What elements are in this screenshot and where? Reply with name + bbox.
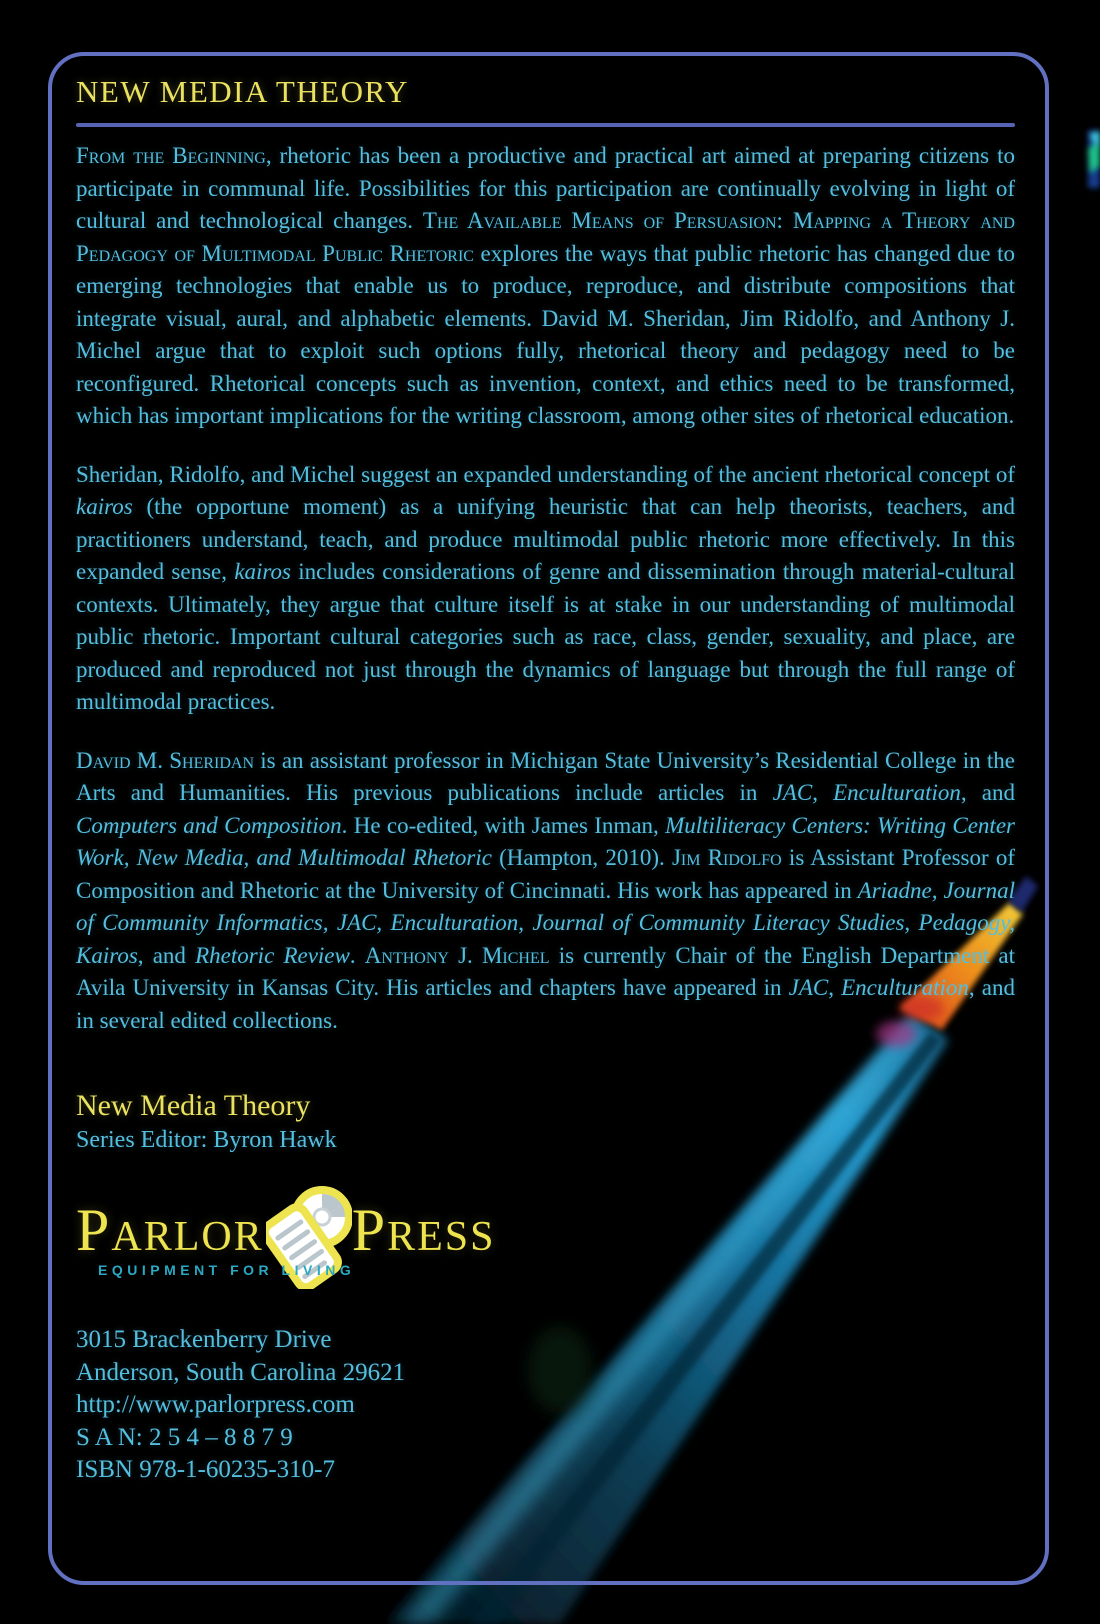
series-header: NEW MEDIA THEORY: [76, 74, 409, 109]
series-title: New Media Theory: [76, 1089, 311, 1122]
back-cover-blurb: [76, 140, 1015, 1037]
header-divider: [76, 123, 1015, 127]
blurb-paragraph-3: David M. Sheridan is an assistant professor in Michigan State University’s Residential College in the Arts and Humanities. His previous publications include articles in JAC, Enculturation, and Computers and Composition. He co-edited, with James Inman, Multiliteracy Centers: Writing Center Work, New Media, and Multimodal Rhetoric (Hampton, 2010). Jim Ridolfo is Assistant Professor of Composition and Rhetoric at the University of Cincinnati. His work has appeared in Ariadne, Journal of Community Informatics, JAC, Enculturation, Journal of Community Literacy Studies, Pedagogy, Kairos, and Rhetoric Review. Anthony J. Michel is currently Chair of the English Department at Avila University in Kansas City. His articles and chapters have appeared in JAC, Enculturation, and in several edited collections.: [76, 747, 1016, 1033]
blurb-paragraph-2: Sheridan, Ridolfo, and Michel suggest an expanded understanding of the ancient rhetorical concept of kairos (the opportune moment) as a unifying heuristic that can help theorists, teachers, and practitioners understand, teach, and produce multimodal public rhetoric more effectively. In this expanded sense, kairos includes considerations of genre and dissemination through material-cultural contexts. Ultimately, they argue that culture itself is at stake in our understanding of multimodal public rhetoric. Important cultural categories such as race, class, gender, sexuality, and place, are produced and reproduced not just through the dynamics of language but through the full range of multimodal practices.: [76, 461, 1015, 714]
cover-frame: [48, 52, 1049, 1585]
blurb-paragraph-1: From the Beginning, rhetoric has been a productive and practical art aimed at preparing citizens to participate in communal life. Possibilities for this participation are continually evolving in light of cultural and technological changes. The Available Means of Persuasion: Mapping a Theory and Pedagogy of Multimodal Public Rhetoric explores the ways that public rhetoric has changed due to emerging technologies that enable us to produce, reproduce, and distribute compositions that integrate visual, aural, and alphabetic elements. David M. Sheridan, Jim Ridolfo, and Anthony J. Michel argue that to exploit such options fully, rhetorical theory and pedagogy need to be reconfigured. Rhetorical concepts such as invention, context, and ethics need to be transformed, which has important implications for the writing classroom, among other sites of rhetorical education.: [76, 143, 1015, 428]
publisher-address-block: [76, 1324, 1015, 1487]
san-number: S A N: 2 5 4 – 8 8 7 9: [76, 1423, 293, 1451]
right-edge-artifact: [1088, 130, 1100, 188]
address-street: 3015 Brackenberry Drive: [76, 1326, 332, 1353]
website-url: http://www.parlorpress.com: [76, 1391, 355, 1418]
cover-content: [52, 56, 1045, 1487]
logo-word-press: Press: [351, 1197, 496, 1263]
logo-tagline: EQUIPMENT FOR LIVING: [98, 1262, 356, 1278]
series-editor: Series Editor: Byron Hawk: [76, 1127, 337, 1153]
address-city: Anderson, South Carolina 29621: [76, 1358, 406, 1386]
series-block: [76, 1089, 1015, 1154]
isbn-number: ISBN 978-1-60235-310-7: [76, 1456, 336, 1483]
logo-word-parlor: Parlor: [76, 1197, 264, 1263]
publisher-logo: [76, 1197, 1015, 1312]
